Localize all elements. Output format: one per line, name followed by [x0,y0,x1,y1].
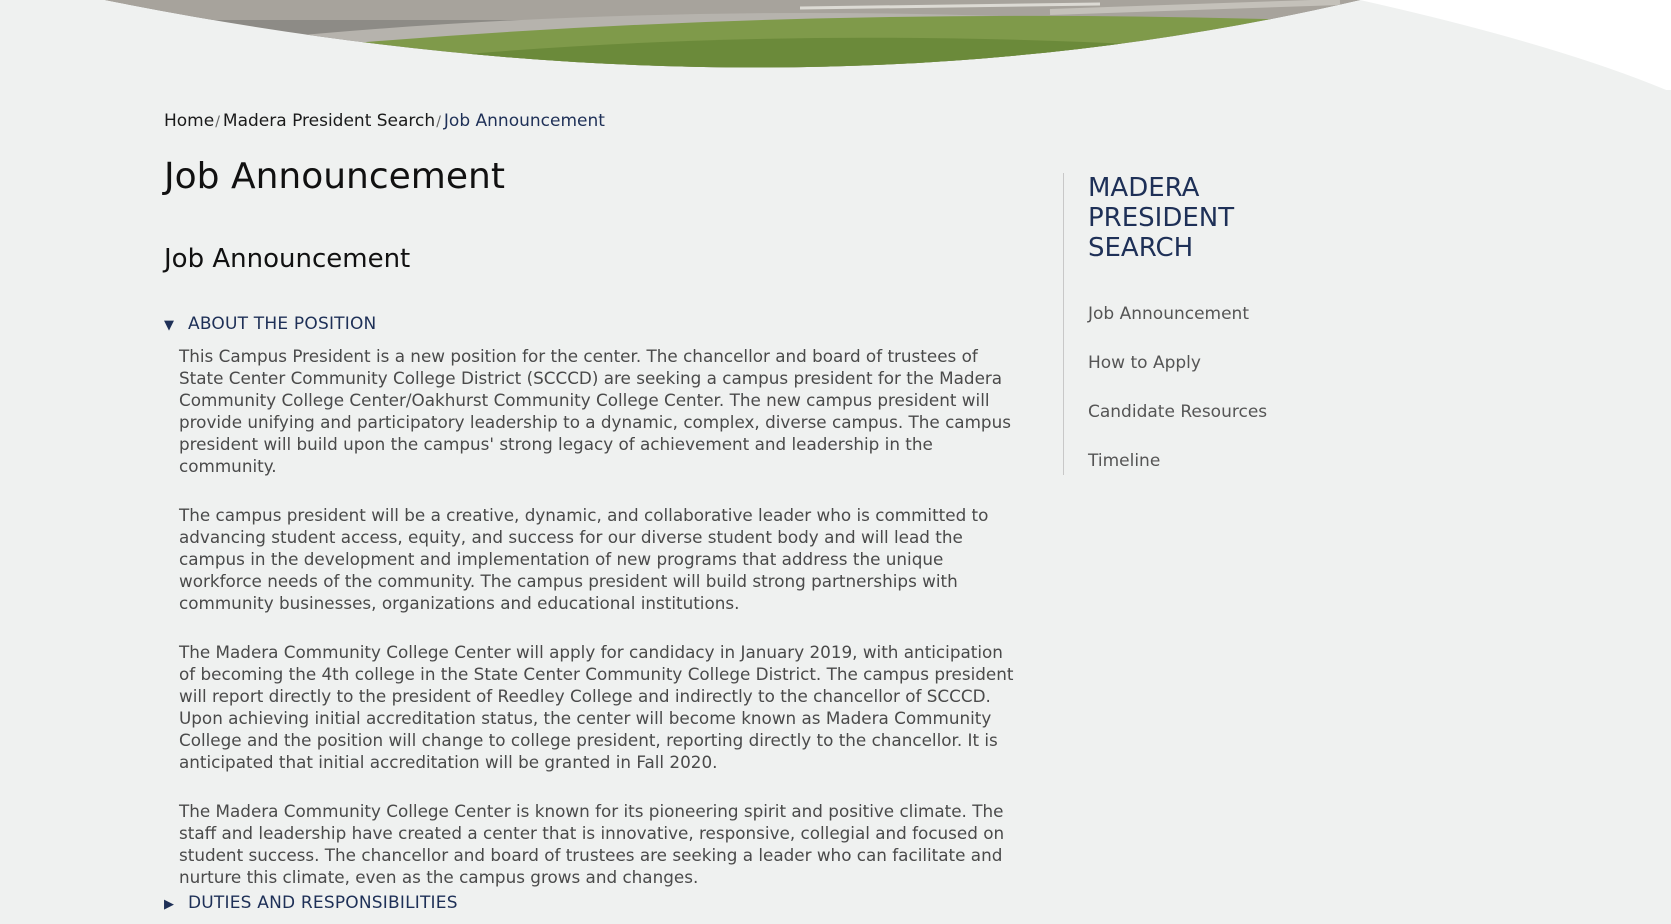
section-title: Job Announcement [164,244,411,274]
accordion-label: DUTIES AND RESPONSIBILITIES [188,893,458,913]
sidebar-item-timeline[interactable]: Timeline [1088,451,1161,471]
breadcrumb-home-link[interactable]: Home [164,111,215,131]
sidebar-nav [1088,304,1267,500]
accordion-panel-about-the-position [179,345,1014,915]
sidebar-item-how-to-apply[interactable]: How to Apply [1088,353,1201,373]
breadcrumb-separator: / [436,114,441,130]
sidebar-item-candidate-resources[interactable]: Candidate Resources [1088,402,1268,422]
accordion-duties-and-responsibilities[interactable] [164,893,458,913]
breadcrumb-current: Job Announcement [443,111,605,131]
paragraph: This Campus President is a new position for the center. The chancellor and board of trustees of State Center Community College District (SCCCD) are seeking a campus president for the Madera Community College Center/Oakhurst Community College Center. The new campus president will provide unifying and participatory leadership to a dynamic, complex, diverse campus. The campus president will build upon the campus' strong legacy of achievement and leadership in the community. [179,346,1011,476]
breadcrumb-separator: / [215,114,220,130]
paragraph: The Madera Community College Center is known for its pioneering spirit and positive climate. The staff and leadership have created a center that is innovative, responsive, collegial and focused on student success. The chancellor and board of trustees are seeking a leader who can facilitate and nurture this climate, even as the campus grows and changes. [179,801,1005,887]
accordion-label: ABOUT THE POSITION [188,314,377,334]
sidebar-title: MADERA PRESIDENT SEARCH [1088,173,1235,263]
page-title: Job Announcement [164,156,505,197]
sidebar [1063,173,1304,475]
paragraph: The Madera Community College Center will apply for candidacy in January 2019, with anticipation of becoming the 4th college in the State Center Community College District. The campus president will report directly to the president of Reedley College and indirectly to the chancellor of SCCCD. Upon achieving initial accreditation status, the center will become known as Madera Community College and the position will change to college president, reporting directly to the chancellor. It is anticipated that initial accreditation will be granted in Fall 2020. [179,642,1014,772]
caret-down-icon: ▼ [164,318,175,333]
accordion-about-the-position[interactable] [164,314,376,334]
caret-right-icon: ▶ [164,897,175,912]
breadcrumb-parent-link[interactable]: Madera President Search [222,111,436,131]
paragraph: The campus president will be a creative, dynamic, and collaborative leader who is committed to advancing student access, equity, and success for our diverse student body and will lead the campus in the development and implementation of new programs that address the unique workforce needs of the community. The campus president will build strong partnerships with community businesses, organizations and educational institutions. [179,505,989,613]
breadcrumb [164,111,605,131]
hero-image [0,0,1671,90]
sidebar-item-job-announcement[interactable]: Job Announcement [1088,304,1250,324]
